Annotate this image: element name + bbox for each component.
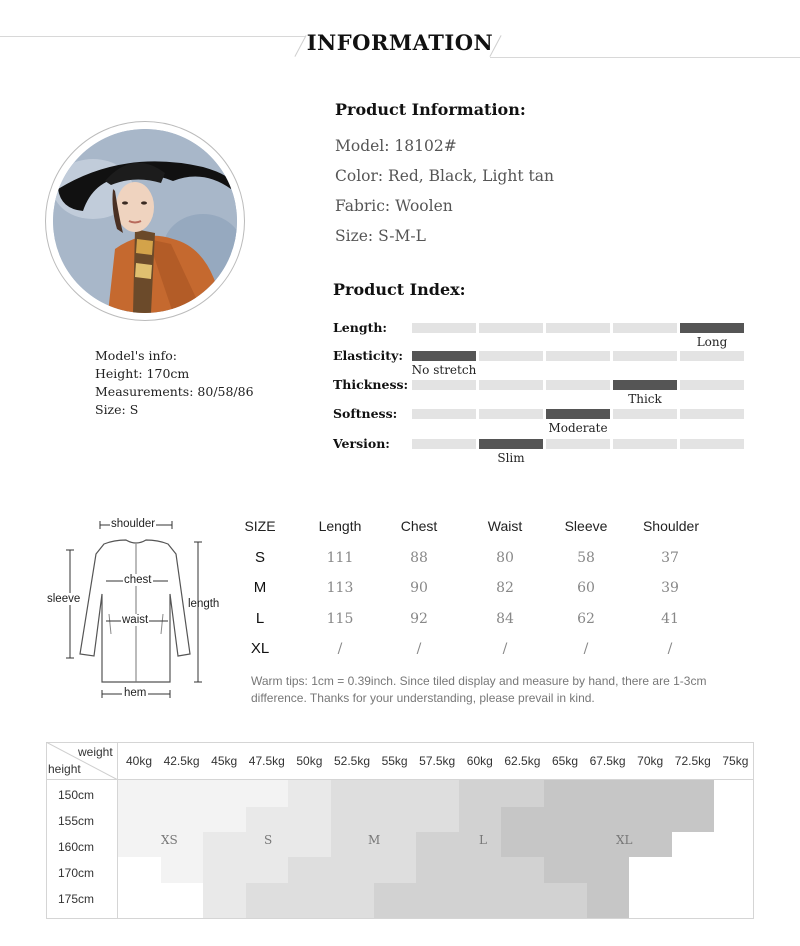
index-value: Long (696, 335, 728, 349)
grid-weight: 52.5kg (333, 754, 371, 768)
diagram-label-length: length (188, 598, 220, 610)
size-table-header-waist: Waist (487, 518, 523, 534)
header-rule-left (0, 36, 305, 37)
grid-weight: 47.5kg (248, 754, 285, 768)
size-band-l (459, 780, 544, 807)
size-table-cell: 88 (410, 550, 428, 566)
grid-weight: 40kg (125, 754, 153, 768)
index-segment (613, 380, 677, 390)
grid-header-rule (46, 779, 754, 780)
size-table-cell: 113 (326, 580, 354, 596)
index-segment (613, 323, 677, 333)
model-size: Size: S (95, 402, 139, 417)
size-band-s (246, 807, 331, 832)
size-table-header-chest: Chest (400, 518, 438, 534)
grid-size-label: L (479, 833, 487, 847)
product-information-heading: Product Information: (335, 100, 526, 119)
product-index-heading: Product Index: (333, 280, 466, 299)
product-model: Model: 18102# (335, 137, 457, 155)
size-band-xl (587, 883, 630, 918)
size-table-cell: 92 (410, 611, 428, 627)
index-label: Length: (333, 320, 388, 335)
size-table-cell: 111 (326, 550, 354, 566)
diagram-label-sleeve: sleeve (47, 593, 81, 605)
product-size: Size: S-M-L (335, 227, 426, 245)
index-label: Elasticity: (333, 348, 403, 363)
size-table-cell: / (502, 641, 508, 657)
header-rule-right (490, 57, 800, 58)
model-photo (53, 129, 237, 313)
grid-weight: 57.5kg (419, 754, 456, 768)
index-segment (613, 409, 677, 419)
index-segment (412, 351, 476, 361)
index-value: Thick (628, 392, 662, 406)
model-illustration (53, 129, 237, 313)
index-segment (546, 323, 610, 333)
index-segment (613, 439, 677, 449)
grid-weight: 62.5kg (504, 754, 541, 768)
grid-weight: 70kg (637, 754, 664, 768)
grid-size-label: XL (616, 833, 633, 847)
grid-height: 170cm (58, 866, 95, 880)
grid-weight: 42.5kg (163, 754, 200, 768)
index-value: Moderate (548, 421, 608, 435)
index-segment (613, 351, 677, 361)
size-table-size-cell: M (253, 579, 267, 596)
index-segment (680, 439, 744, 449)
model-height: Height: 170cm (95, 366, 190, 381)
grid-height: 160cm (58, 840, 95, 854)
size-table-size-cell: L (255, 610, 265, 627)
size-table-cell: 80 (496, 550, 514, 566)
index-label: Version: (333, 436, 390, 451)
size-band-xl (544, 780, 714, 807)
size-band-m (331, 807, 459, 832)
index-segment (546, 351, 610, 361)
size-table-cell: 39 (661, 580, 679, 596)
index-segment (479, 439, 543, 449)
index-segment (546, 380, 610, 390)
index-value: Slim (497, 451, 525, 465)
size-band-s (288, 780, 331, 807)
grid-height: 150cm (58, 788, 95, 802)
warm-tips-line-2: difference. Thanks for your understanding, please prevail in kind. (251, 691, 595, 705)
size-table-cell: / (416, 641, 422, 657)
grid-weight-label: weight (78, 745, 113, 759)
index-segment (680, 409, 744, 419)
size-table-cell: 115 (326, 611, 354, 627)
size-table-cell: 90 (410, 580, 428, 596)
grid-weight: 67.5kg (589, 754, 626, 768)
index-segment (546, 439, 610, 449)
size-table-cell: 60 (577, 580, 595, 596)
size-band-l (374, 883, 587, 918)
size-table-cell: 82 (496, 580, 514, 596)
grid-weight: 60kg (466, 754, 493, 768)
index-segment (479, 409, 543, 419)
index-segment (412, 409, 476, 419)
size-band-xs (118, 780, 288, 807)
index-segment (479, 351, 543, 361)
grid-size-label: XS (161, 833, 178, 847)
size-table-size-cell: S (254, 549, 265, 566)
index-label: Thickness: (333, 377, 409, 392)
grid-weight: 72.5kg (674, 754, 711, 768)
grid-rowlabel-rule (117, 742, 118, 919)
index-segment (479, 323, 543, 333)
index-segment (412, 439, 476, 449)
size-band-xs (161, 857, 204, 883)
grid-weight: 65kg (551, 754, 579, 768)
grid-weight: 45kg (211, 754, 238, 768)
product-fabric: Fabric: Woolen (335, 197, 453, 215)
diagram-label-hem: hem (124, 687, 147, 699)
size-table-cell: 58 (577, 550, 595, 566)
diagram-label-shoulder: shoulder (111, 518, 156, 530)
size-table-cell: 41 (661, 611, 679, 627)
model-measurements: Measurements: 80/58/86 (95, 384, 254, 399)
size-band-xl (501, 832, 671, 857)
index-segment (412, 380, 476, 390)
grid-weight: 55kg (381, 754, 408, 768)
index-segment (680, 323, 744, 333)
index-segment (680, 380, 744, 390)
size-table-header-size: SIZE (244, 518, 276, 534)
grid-height: 175cm (58, 892, 95, 906)
size-table-header-shoulder: Shoulder (642, 518, 700, 534)
size-band-m (331, 780, 459, 807)
grid-height-label: height (48, 762, 81, 776)
grid-weight: 50kg (296, 754, 323, 768)
warm-tips-line-1: Warm tips: 1cm = 0.39inch. Since tiled display and measure by hand, there are 1-3cm (251, 674, 707, 688)
size-table-cell: / (583, 641, 589, 657)
size-band-xs (118, 807, 246, 832)
model-info-heading: Model's info: (95, 348, 177, 363)
size-table-cell: 62 (577, 611, 595, 627)
warm-tips (251, 673, 751, 707)
grid-weight: 75kg (722, 754, 749, 768)
size-table-header-length: Length (318, 518, 362, 534)
index-label: Softness: (333, 406, 398, 421)
index-segment (680, 351, 744, 361)
index-value: No stretch (411, 363, 477, 377)
size-table-cell: 37 (661, 550, 679, 566)
model-info (95, 347, 254, 419)
size-band-xl (544, 857, 629, 883)
size-table-size-cell: XL (250, 640, 270, 657)
index-segment (412, 323, 476, 333)
page-title: INFORMATION (306, 30, 494, 55)
size-table-cell: 84 (496, 611, 514, 627)
size-table-cell: / (337, 641, 343, 657)
size-table-header-sleeve: Sleeve (564, 518, 608, 534)
grid-size-label: S (264, 833, 273, 847)
index-segment (479, 380, 543, 390)
grid-height: 155cm (58, 814, 95, 828)
diagram-label-waist: waist (122, 614, 149, 626)
size-band-xl (501, 807, 714, 832)
index-segment (546, 409, 610, 419)
grid-size-label: M (368, 833, 381, 847)
diagram-label-chest: chest (124, 574, 152, 586)
product-color: Color: Red, Black, Light tan (335, 167, 554, 185)
size-table-cell: / (667, 641, 673, 657)
